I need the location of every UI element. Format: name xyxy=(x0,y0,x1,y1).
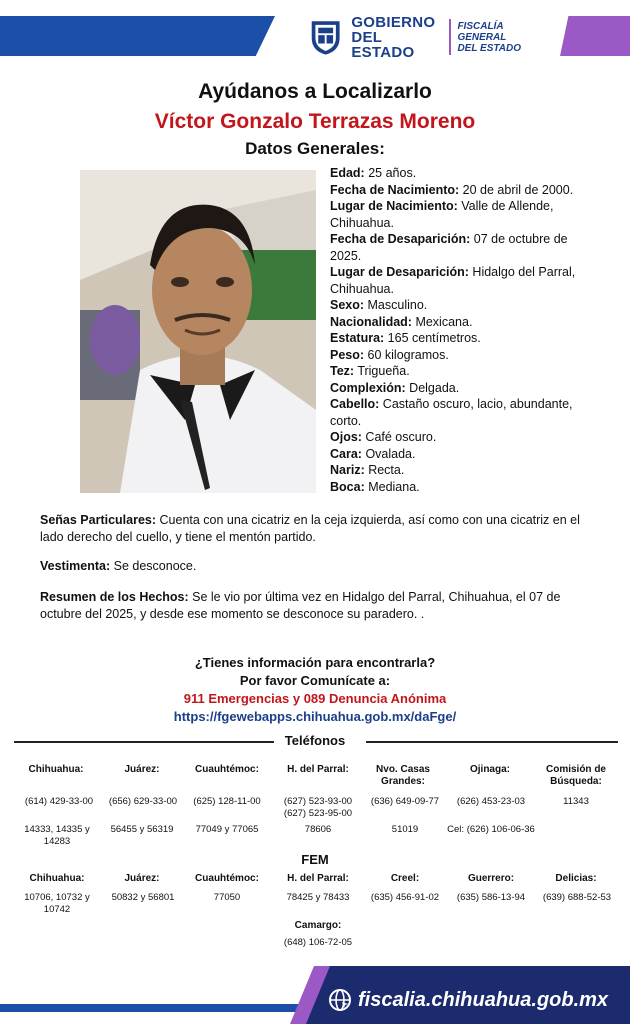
dato-fecha-nacimiento: Fecha de Nacimiento: 20 de abril de 2000. xyxy=(330,182,574,197)
camargo-header: Camargo: xyxy=(294,920,342,931)
fem-header-parral: H. del Parral: xyxy=(287,873,349,884)
dato-estatura: Estatura: 165 centímetros. xyxy=(330,331,481,345)
gobierno-label: GOBIERNO DEL ESTADO xyxy=(351,13,436,61)
dato-nacionalidad: Nacionalidad: Mexicana. xyxy=(330,314,473,329)
datos-generales-list xyxy=(330,165,592,495)
fem-header-creel: Creel: xyxy=(390,873,420,884)
fem-creel: (635) 456-91-02 xyxy=(370,892,440,903)
fem-header-cuauhtemoc: Cuauhtémoc: xyxy=(195,873,259,884)
tel-ojinaga: (626) 453-23-03 xyxy=(456,796,526,807)
logo-divider xyxy=(449,19,452,55)
ext-juarez: 56455 y 56319 xyxy=(110,824,174,835)
dato-cara: Cara: Ovalada. xyxy=(330,446,416,461)
fem-header-juarez: Juárez: xyxy=(124,873,160,884)
tel-header-comision-busqueda: Comisión de Búsqueda: xyxy=(545,764,606,787)
datos-generales-heading: Datos Generales: xyxy=(245,139,385,158)
tel-cuauhtemoc: (625) 128-11-00 xyxy=(193,796,261,807)
resumen-hechos: Resumen de los Hechos: Se le vio por última vez en Hidalgo del Parral, Chihuahua, el 07 de octubre del 2025, y desde ese momento se desconoce su paradero. . xyxy=(40,590,561,621)
dato-complexion: Complexión: Delgada. xyxy=(330,380,460,395)
fem-heading: FEM xyxy=(301,852,329,867)
dato-ojos: Ojos: Café oscuro. xyxy=(330,430,437,444)
fem-delicias: (639) 688-52-53 xyxy=(542,892,612,903)
fem-guerrero: (635) 586-13-94 xyxy=(456,892,526,903)
ext-nvo-casas-grandes: 51019 xyxy=(391,824,419,835)
dato-tez: Tez: Trigueña. xyxy=(330,364,410,378)
footer-website-link[interactable] xyxy=(328,988,608,1012)
telefonos-heading: Teléfonos xyxy=(284,733,346,748)
tel-header-juarez: Juárez: xyxy=(124,764,160,775)
dato-boca: Boca: Mediana. xyxy=(330,479,420,494)
vestimenta: Vestimenta: Se desconoce. xyxy=(40,559,197,573)
tel-comision: 11343 xyxy=(563,796,589,807)
footer-website-text: fiscalia.chihuahua.gob.mx xyxy=(358,988,609,1011)
dato-fecha-desaparicion: Fecha de Desaparición: 07 de octubre de 2025. xyxy=(330,232,568,263)
header-blue-stripe xyxy=(0,16,275,56)
emergency-numbers: 911 Emergencias y 089 Denuncia Anónima xyxy=(183,691,447,706)
header-purple-stripe xyxy=(560,16,630,56)
ext-cuauhtemoc: 77049 y 77065 xyxy=(195,824,259,835)
tel-juarez: (656) 629-33-00 xyxy=(108,796,178,807)
dato-edad: Edad: 25 años. xyxy=(330,166,417,180)
fem-parral: 78425 y 78433 xyxy=(286,892,350,903)
ext-chihuahua: 14333, 14335 y 14283 xyxy=(24,824,90,847)
fem-chihuahua: 10706, 10732 y 10742 xyxy=(24,892,90,915)
contact-question: ¿Tienes información para encontrarla? xyxy=(194,655,436,670)
contact-please: Por favor Comunícate a: xyxy=(239,673,391,688)
tel-header-parral: H. del Parral: xyxy=(287,764,349,775)
camargo-phone: (648) 106-72-05 xyxy=(283,937,353,948)
state-shield-icon xyxy=(308,16,343,58)
report-url-link[interactable]: https://fgewebapps.chihuahua.gob.mx/daFge/ xyxy=(173,709,457,724)
fem-header-chihuahua: Chihuahua: xyxy=(29,873,85,884)
dato-peso: Peso: 60 kilogramos. xyxy=(330,347,449,362)
globe-icon xyxy=(328,988,352,1012)
fem-header-guerrero: Guerrero: xyxy=(467,873,515,884)
header-bar xyxy=(0,13,630,61)
fem-juarez: 50832 y 56801 xyxy=(111,892,175,903)
tel-header-ojinaga: Ojinaga: xyxy=(469,764,510,775)
ext-ojinaga: Cel: (626) 106-06-36 xyxy=(447,824,535,835)
page-title: Ayúdanos a Localizarlo xyxy=(198,80,432,103)
footer-blue-stripe xyxy=(0,1004,315,1012)
tel-header-cuauhtemoc: Cuauhtémoc: xyxy=(195,764,259,775)
ext-parral: 78606 xyxy=(304,824,332,835)
tel-parral: (627) 523-93-00 (627) 523-95-00 xyxy=(283,796,353,819)
dato-lugar-desaparicion: Lugar de Desaparición: Hidalgo del Parral, Chihuahua. xyxy=(330,265,576,296)
fem-cuauhtemoc: 77050 xyxy=(213,892,241,903)
dato-cabello: Cabello: Castaño oscuro, lacio, abundante, corto. xyxy=(330,397,573,428)
tel-chihuahua: (614) 429-33-00 xyxy=(24,796,94,807)
senas-particulares: Señas Particulares: Cuenta con una cicatriz en la ceja izquierda, así como con una cicatriz en el lado derecho del cuello, y tiene el mentón partido. xyxy=(40,513,580,544)
tel-header-chihuahua: Chihuahua: xyxy=(28,764,84,775)
fiscalia-label: FISCALÍA GENERAL DEL ESTADO xyxy=(457,20,521,54)
tel-header-nvo-casas-grandes: Nvo. Casas Grandes: xyxy=(376,764,430,787)
dato-sexo: Sexo: Masculino. xyxy=(330,298,428,312)
missing-person-name: Víctor Gonzalo Terrazas Moreno xyxy=(154,110,476,133)
person-photo xyxy=(80,170,316,493)
dato-nariz: Nariz: Recta. xyxy=(330,463,405,477)
fem-header-delicias: Delicias: xyxy=(555,873,597,884)
government-logo xyxy=(308,13,548,61)
dato-lugar-nacimiento: Lugar de Nacimiento: Valle de Allende, Chihuahua. xyxy=(330,199,554,230)
tel-nvo-casas-grandes: (636) 649-09-77 xyxy=(370,796,440,807)
footer-bar xyxy=(0,964,630,1024)
